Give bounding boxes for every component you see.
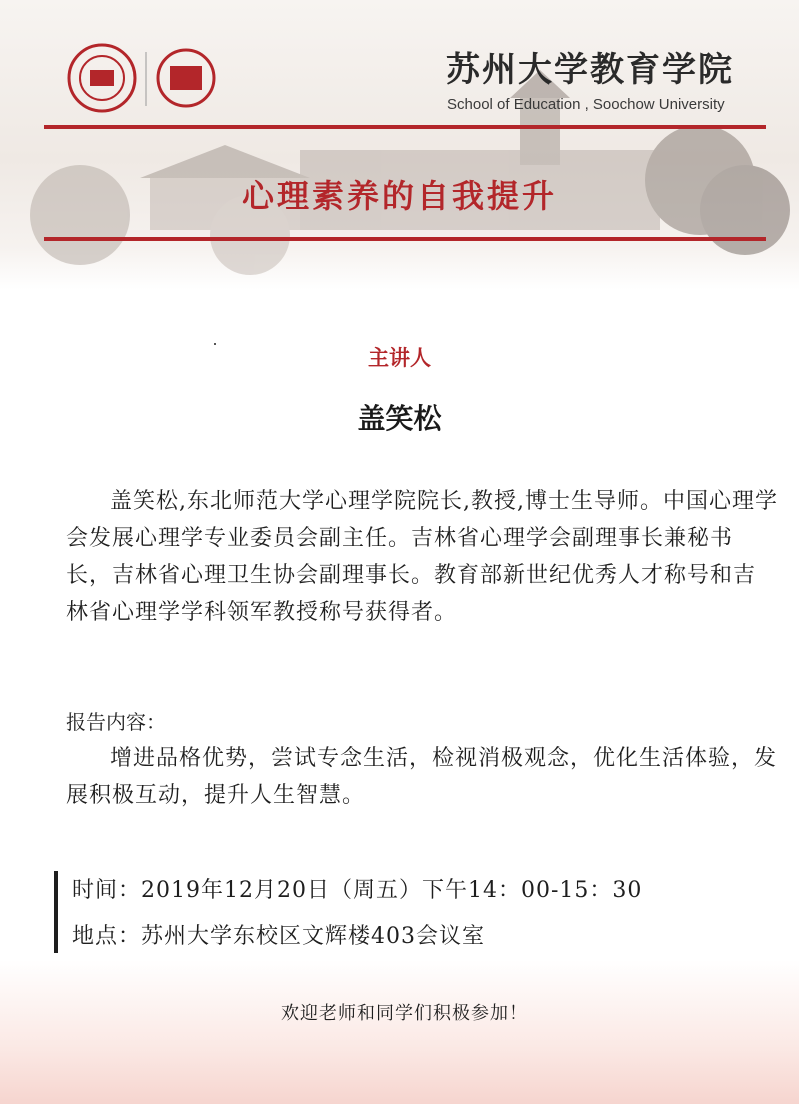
speaker-name: 盖笑松 [357,402,442,435]
school-name-chinese: 苏州大学教育学院 [446,50,734,90]
report-content-label: 报告内容： [66,710,166,734]
report-content [66,740,778,814]
speaker-bio-text: 盖笑松,东北师范大学心理学院院长,教授,博士生导师。中国心理学会发展心理学专业委员会副主任。吉林省心理学会副理事长兼秘书长，吉林省心理卫生协会副理事长。教育部新世纪优秀人才称号和吉林省心理学学科领军教授称号获得者。 [66,489,778,625]
lecture-title: 心理素养的自我提升 [241,177,557,215]
red-rule-top [44,125,766,129]
info-side-bar [54,871,58,953]
footer-gradient [0,960,799,1104]
school-name-english: School of Education , Soochow University [447,96,725,113]
event-location: 地点：苏州大学东校区文辉楼403会议室 [72,924,485,949]
red-rule-bottom [44,237,766,241]
speaker-label: 主讲人 [368,346,431,370]
event-time: 时间：2019年12月20日（周五）下午14：00-15：30 [72,878,643,903]
report-content-text: 增进品格优势，尝试专念生活，检视消极观念，优化生活体验，发展积极互动，提升人生智慧。 [66,746,778,808]
university-logos [66,42,226,114]
header-banner [0,0,799,290]
speaker-bio [66,483,778,631]
welcome-message: 欢迎老师和同学们积极参加！ [281,1003,528,1024]
